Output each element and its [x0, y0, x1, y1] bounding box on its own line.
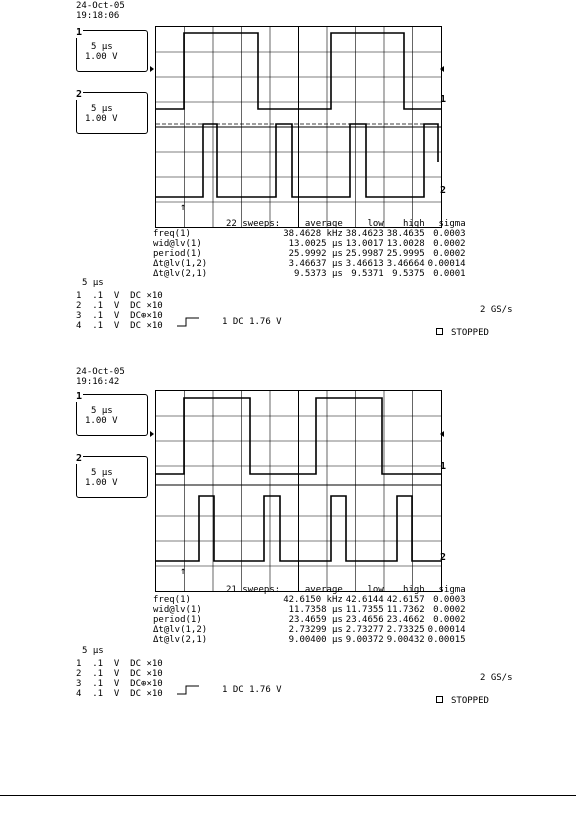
date-label: 24-Oct-05: [76, 1, 125, 11]
row-sigma: 0.00014: [427, 625, 466, 635]
row-high: 2.73325: [386, 625, 425, 635]
measurement-table: [153, 219, 466, 279]
row-average: 23.4659 µs: [288, 615, 343, 625]
row-high: 42.6157: [386, 595, 425, 605]
row-average: 9.5373 µs: [294, 269, 343, 279]
row-sigma: 0.0002: [433, 249, 466, 259]
channel-2-tag: 2: [76, 453, 83, 464]
row-label: wid@lv(1): [153, 605, 202, 615]
trigger-edge-icon: [177, 684, 199, 696]
row-sigma: 0.0002: [433, 605, 466, 615]
status-text: STOPPED: [451, 696, 489, 706]
sample-rate: 2 GS/s: [480, 305, 513, 315]
channel-settings-list: [76, 291, 163, 331]
channel-1-tag: 1: [76, 27, 83, 38]
row-label: wid@lv(1): [153, 239, 202, 249]
trigger-setting: 1 DC 1.76 V: [222, 685, 282, 695]
trigger-level-marker-left: [150, 431, 154, 437]
trigger-level-marker-left: [150, 66, 154, 72]
row-sigma: 0.00014: [427, 259, 466, 269]
row-label: period(1): [153, 249, 202, 259]
channel-2-box: [76, 89, 148, 134]
row-low: 2.73277: [345, 625, 384, 635]
channel-1-ground-marker: 1: [440, 94, 447, 105]
row-sigma: 0.0002: [433, 615, 466, 625]
row-high: 25.9995: [386, 249, 425, 259]
row-label: Δt@lv(2,1): [153, 269, 208, 279]
acquisition-status: [436, 696, 489, 706]
row-high: 11.7362: [386, 605, 425, 615]
table-row: [153, 269, 466, 279]
time-label: 19:16:42: [76, 377, 120, 387]
channel-2-timebase: 5 µs: [91, 104, 113, 114]
high-header: high: [402, 585, 425, 595]
row-average: 38.4628 kHz: [283, 229, 343, 239]
channel-2-trace: [156, 124, 438, 197]
channel-1-timebase: 5 µs: [91, 406, 113, 416]
channel-2-volts: 1.00 V: [85, 114, 118, 124]
status-text: STOPPED: [451, 328, 489, 338]
table-row: [153, 249, 466, 259]
channel-setting: 4 .1 V DC ×10: [76, 321, 163, 331]
row-high: 13.0028: [386, 239, 425, 249]
channel-1-timebase: 5 µs: [91, 42, 113, 52]
row-average: 2.73299 µs: [288, 625, 343, 635]
waveform-display: [156, 391, 441, 591]
row-low: 23.4656: [345, 615, 384, 625]
row-sigma: 0.0001: [433, 269, 466, 279]
trigger-edge-icon: [177, 316, 199, 328]
sigma-header: sigma: [438, 585, 466, 595]
channel-setting: 1 .1 V DC ×10: [76, 659, 163, 669]
row-average: 13.0025 µs: [288, 239, 343, 249]
table-row: [153, 625, 466, 635]
row-label: freq(1): [153, 595, 191, 605]
channel-1-volts: 1.00 V: [85, 52, 118, 62]
channel-setting: 3 .1 V DC⊕×10: [76, 679, 163, 689]
row-low: 13.0017: [345, 239, 384, 249]
row-low: 9.5371: [351, 269, 384, 279]
table-row: [153, 635, 466, 645]
measurement-table: [153, 585, 466, 645]
row-label: Δt@lv(1,2): [153, 625, 208, 635]
channel-setting: 2 .1 V DC ×10: [76, 301, 163, 311]
table-row: [153, 595, 466, 605]
scope-screen-2: [0, 366, 576, 726]
channel-settings-list: [76, 659, 163, 699]
row-high: 9.5375: [392, 269, 425, 279]
channel-2-ground-marker: 2: [440, 185, 447, 196]
sweeps-label: 22 sweeps:: [226, 219, 281, 229]
table-row: [153, 229, 466, 239]
low-header: low: [367, 585, 384, 595]
channel-2-volts: 1.00 V: [85, 478, 118, 488]
row-low: 38.4623: [345, 229, 384, 239]
channel-1-box: [76, 391, 148, 436]
table-row: [153, 259, 466, 269]
row-low: 25.9987: [345, 249, 384, 259]
average-header: average: [304, 585, 343, 595]
row-sigma: 0.0003: [433, 229, 466, 239]
row-sigma: 0.00015: [427, 635, 466, 645]
status-square-icon: [436, 696, 443, 703]
row-label: period(1): [153, 615, 202, 625]
row-high: 3.46664: [386, 259, 425, 269]
channel-2-tag: 2: [76, 89, 83, 100]
row-low: 9.00372: [345, 635, 384, 645]
row-average: 9.00400 µs: [288, 635, 343, 645]
channel-setting: 1 .1 V DC ×10: [76, 291, 163, 301]
channel-1-tag: 1: [76, 391, 83, 402]
row-average: 3.46637 µs: [288, 259, 343, 269]
waveform-display: [156, 27, 441, 227]
row-low: 11.7355: [345, 605, 384, 615]
trigger-position-arrow: ↑: [180, 202, 187, 213]
page-footer-rule: [0, 795, 576, 796]
sample-rate: 2 GS/s: [480, 673, 513, 683]
row-average: 25.9992 µs: [288, 249, 343, 259]
low-header: low: [367, 219, 384, 229]
row-high: 38.4635: [386, 229, 425, 239]
row-sigma: 0.0003: [433, 595, 466, 605]
table-row: [153, 605, 466, 615]
channel-setting: 2 .1 V DC ×10: [76, 669, 163, 679]
trigger-setting: 1 DC 1.76 V: [222, 317, 282, 327]
row-low: 3.46613: [345, 259, 384, 269]
row-label: Δt@lv(1,2): [153, 259, 208, 269]
waveform-grid: [155, 390, 442, 592]
row-average: 42.6150 kHz: [283, 595, 343, 605]
channel-1-volts: 1.00 V: [85, 416, 118, 426]
trigger-position-arrow: ↑: [180, 566, 187, 577]
channel-2-ground-marker: 2: [440, 552, 447, 563]
channel-setting: 4 .1 V DC ×10: [76, 689, 163, 699]
row-label: freq(1): [153, 229, 191, 239]
table-row: [153, 615, 466, 625]
row-label: Δt@lv(2,1): [153, 635, 208, 645]
sweeps-label: 21 sweeps:: [226, 585, 281, 595]
status-square-icon: [436, 328, 443, 335]
row-high: 23.4662: [386, 615, 425, 625]
row-low: 42.6144: [345, 595, 384, 605]
channel-2-timebase: 5 µs: [91, 468, 113, 478]
channel-1-box: [76, 27, 148, 72]
waveform-grid: [155, 26, 442, 228]
channel-setting: 3 .1 V DC⊕×10: [76, 311, 163, 321]
timebase-label: 5 µs: [82, 278, 104, 288]
high-header: high: [402, 219, 425, 229]
row-high: 9.00432: [386, 635, 425, 645]
time-label: 19:18:06: [76, 11, 120, 21]
acquisition-status: [436, 328, 489, 338]
row-average: 11.7358 µs: [288, 605, 343, 615]
channel-1-ground-marker: 1: [440, 461, 447, 472]
average-header: average: [304, 219, 343, 229]
timebase-label: 5 µs: [82, 646, 104, 656]
channel-2-box: [76, 453, 148, 498]
row-sigma: 0.0002: [433, 239, 466, 249]
date-label: 24-Oct-05: [76, 367, 125, 377]
scope-screen-1: [0, 0, 576, 360]
sigma-header: sigma: [438, 219, 466, 229]
table-row: [153, 239, 466, 249]
